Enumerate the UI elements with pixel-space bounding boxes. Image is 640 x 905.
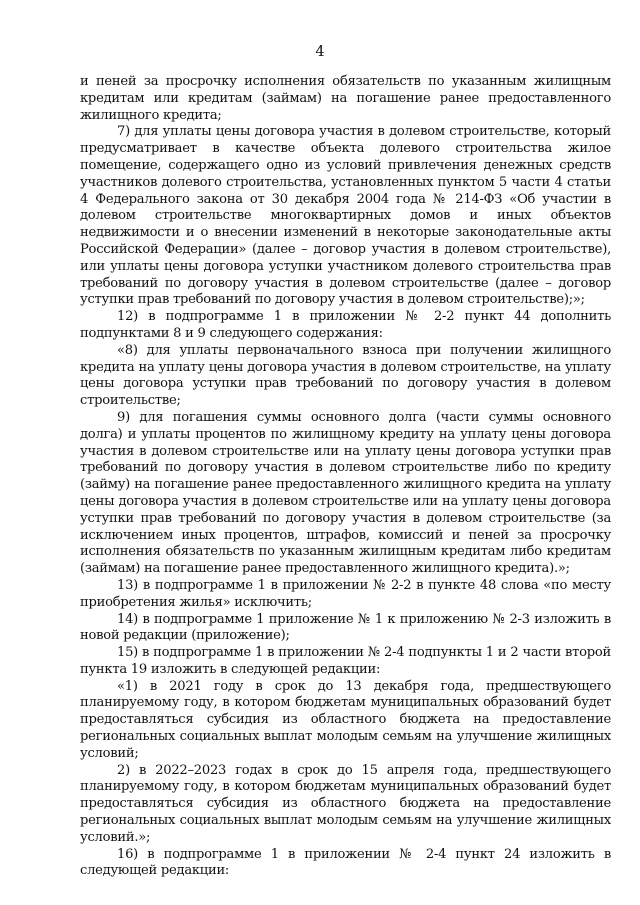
paragraph: 12) в подпрограмме 1 в приложении № 2-2 пункт 44 дополнить подпунктами 8 и 9 следующего содержания: xyxy=(80,309,611,341)
paragraph: 7) для уплаты цены договора участия в долевом строительстве, который предусматривает в качестве объекта долевого строительства жилое помещение, содержащего одно из условий привлечения денежных средств участников долевого строительства, установленных пунктом 5 части 4 статьи 4 Федерального закона от 30 декабря 2004 года № 214-ФЗ «Об участии в долевом строительстве многоквартирных домов и иных объектов недвижимости и о внесении изменений в некоторые законодательные акты Российской Федерации» (далее – договор участия в долевом строительстве), или уплаты цены договора уступки участником долевого строительства прав требований по договору участия в долевом строительстве (далее – договор уступки прав требований по договору участия в долевом строительстве);»; xyxy=(80,124,611,308)
paragraph: «1) в 2021 году в срок до 13 декабря года, предшествующего планируемому году, в котором бюджетам муниципальных образований будет предоставляться субсидия из областного бюджета на предоставление региональных социальных выплат молодым семьям на улучшение жилищных условий; xyxy=(80,678,611,761)
paragraph: 13) в подпрограмме 1 в приложении № 2-2 в пункте 48 слова «по месту приобретения жилья» исключить; xyxy=(80,577,611,610)
paragraph: «8) для уплаты первоначального взноса при получении жилищного кредита на уплату цены договора участия в долевом строительстве, на уплату цены договора уступки прав требований по договору участия в долевом строительстве; xyxy=(80,342,611,409)
paragraph: 16) в подпрограмме 1 в приложении № 2-4 пункт 24 изложить в следующей редакции: xyxy=(80,846,611,879)
page-number: 4 xyxy=(315,44,325,60)
paragraph: 15) в подпрограмме 1 в приложении № 2-4 подпункты 1 и 2 части второй пункта 19 изложить в следующей редакции: xyxy=(80,645,611,677)
paragraph: 2) в 2022–2023 годах в срок до 15 апреля года, предшествующего планируемому году, в котором бюджетам муниципальных образований будет предоставляться субсидия из областного бюджета на предоставление региональных социальных выплат молодым семьям на улучшение жилищных условий.»; xyxy=(80,762,611,845)
document-body xyxy=(80,74,611,880)
paragraph: 14) в подпрограмме 1 приложение № 1 к приложению № 2-3 изложить в новой редакции (приложение); xyxy=(80,611,611,644)
paragraph: 9) для погашения суммы основного долга (части суммы основного долга) и уплаты процентов по жилищному кредиту на уплату цены договора участия в долевом строительстве или на уплату цены договора уступки прав требований по договору участия в долевом строительстве либо по кредиту (займу) на погашение ранее предоставленного жилищного кредита на уплату цены договора участия в долевом строительстве или на уплату цены договора уступки прав требований по договору участия в долевом строительстве (за исключением иных процентов, штрафов, комиссий и пеней за просрочку исполнения обязательств по указанным жилищным кредитам либо кредитам (займам) на погашение ранее предоставленного жилищного кредита).»; xyxy=(80,409,611,577)
paragraph: и пеней за просрочку исполнения обязательств по указанным жилищным кредитам или кредитам (займам) на погашение ранее предоставленного жилищного кредита; xyxy=(80,74,611,123)
